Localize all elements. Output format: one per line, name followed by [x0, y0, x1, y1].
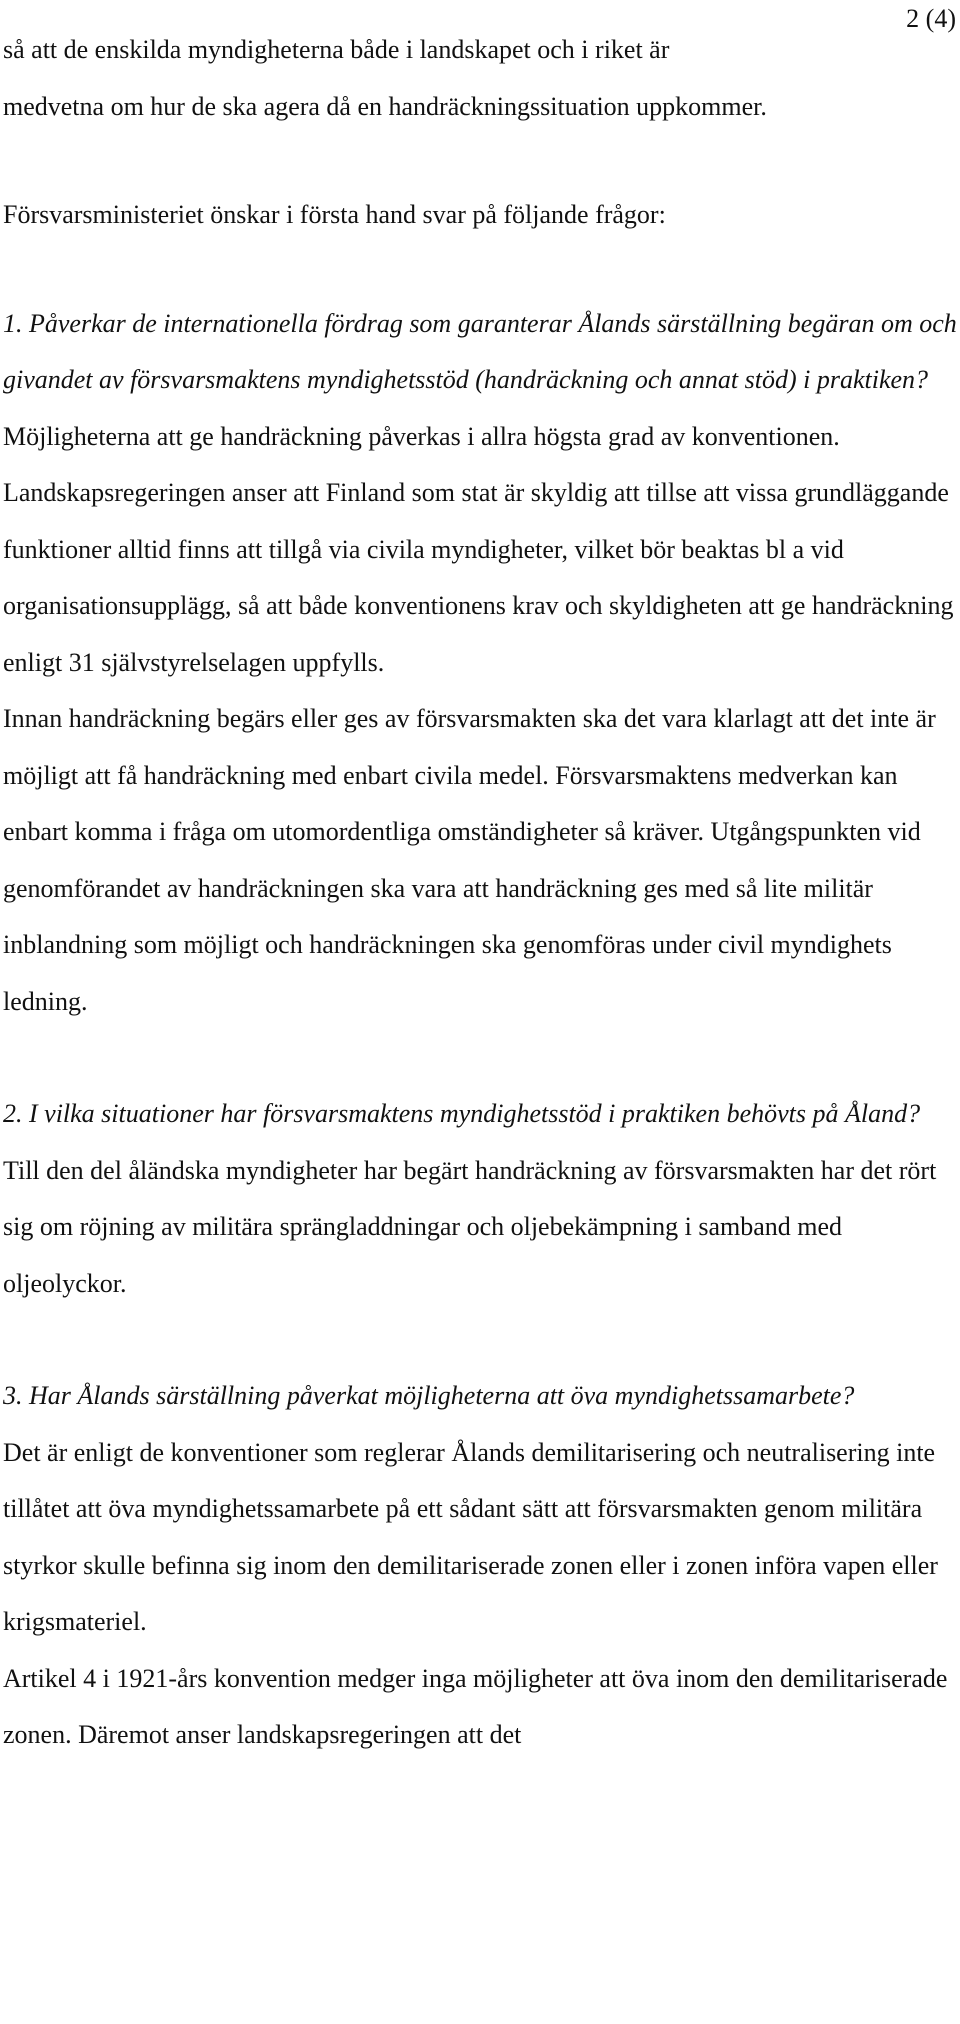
paragraph-gap: [3, 1030, 958, 1086]
request-paragraph: Försvarsministeriet önskar i första hand svar på följande frågor:: [3, 200, 666, 229]
page-number: 2 (4): [906, 4, 956, 33]
intro-line-2: medvetna om hur de ska agera då en handräckningssituation uppkommer.: [3, 91, 767, 121]
document-body: [3, 22, 958, 1764]
question-3: 3. Har Ålands särställning påverkat möjligheterna att öva myndighetssamarbete?: [3, 1381, 855, 1410]
answer-1-paragraph-2: Innan handräckning begärs eller ges av försvarsmakten ska det vara klarlagt att det inte är möjligt att få handräckning med enbart civila medel. Försvarsmaktens medverkan kan enbart komma i fråga om utomordentliga omständigheter så kräver. Utgångspunkten vid genomförandet av handräckningen ska vara att handräckning ges med så lite militär inblandning som möjligt och handräckningen ska genomföras under civil myndighets ledning.: [3, 704, 936, 1016]
answer-2: Till den del åländska myndigheter har begärt handräckning av försvarsmakten har det rört sig om röjning av militära sprängladdningar och oljebekämpning i samband med oljeolyckor.: [3, 1155, 937, 1298]
paragraph-gap: [3, 1312, 958, 1368]
paragraph-gap: [3, 244, 958, 296]
answer-1-paragraph-1: Möjligheterna att ge handräckning påverkas i allra högsta grad av konventionen. Landskapsregeringen anser att Finland som stat är skyldig att tillse att vissa grundläggande funktioner alltid finns att tillgå via civila myndigheter, vilket bör beaktas bl a vid organisationsupplägg, så att både konventionens krav och skyldigheten att ge handräckning enligt 31 självstyrelselagen uppfylls.: [3, 421, 954, 677]
paragraph-gap: [3, 135, 958, 187]
intro-line-1: så att de enskilda myndigheterna både i landskapet och i riket är: [3, 35, 670, 64]
answer-3-paragraph-2: Artikel 4 i 1921-års konvention medger inga möjligheter att öva inom den demilitariserade zonen. Däremot anser landskapsregeringen att det: [3, 1663, 948, 1749]
question-2: 2. I vilka situationer har försvarsmaktens myndighetsstöd i praktiken behövts på Åland?: [3, 1099, 921, 1128]
answer-3-paragraph-1: Det är enligt de konventioner som reglerar Ålands demilitarisering och neutralisering inte tillåtet att öva myndighetssamarbete på ett sådant sätt att försvarsmakten genom militära styrkor skulle befinna sig inom den demilitariserade zonen eller i zonen införa vapen eller krigsmateriel.: [3, 1437, 938, 1636]
question-1: 1. Påverkar de internationella fördrag som garanterar Ålands särställning begäran om och givandet av försvarsmaktens myndighetsstöd (handräckning och annat stöd) i praktiken?: [3, 308, 957, 394]
